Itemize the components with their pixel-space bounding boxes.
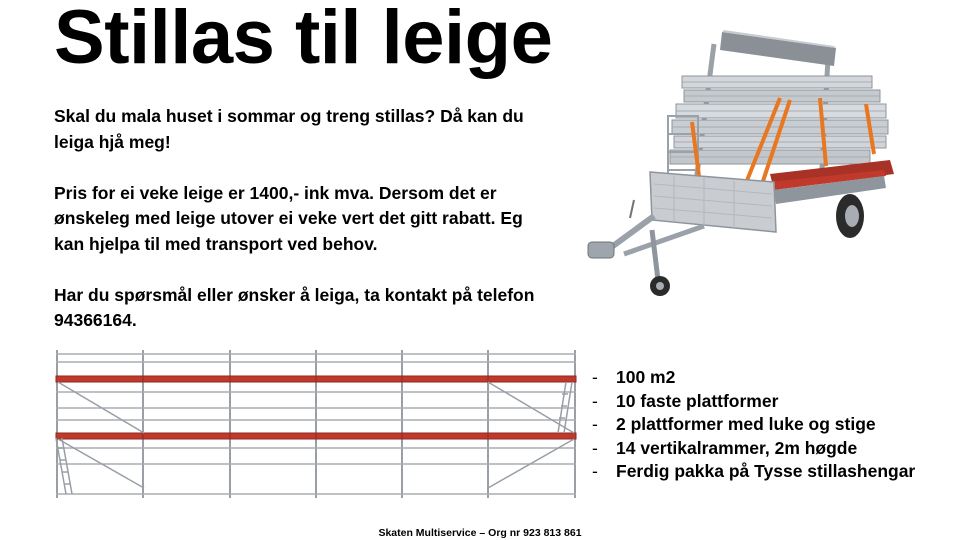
spec-item-area: 100 m2 (616, 367, 676, 387)
bullet-dash: - (592, 437, 598, 458)
list-item (592, 366, 915, 390)
spec-item-frames: 14 vertikalrammer, 2m høgde (616, 437, 858, 458)
spec-item-hatch-platforms: 2 plattformer med luke og stige (616, 414, 876, 434)
intro-paragraph: Skal du mala huset i sommar og treng stillas? Då kan du leiga hjå meg! (54, 106, 524, 152)
spec-list (592, 366, 915, 484)
bullet-dash: - (592, 390, 598, 411)
footer-org-info: Skaten Multiservice – Org nr 923 813 861 (378, 527, 582, 539)
spec-item-trailer: Ferdig pakka på Tysse stillashengar (616, 461, 916, 481)
bullet-dash: - (592, 414, 598, 434)
list-item (592, 437, 915, 461)
list-item (592, 413, 915, 437)
scaffold-frame-illustration (52, 348, 582, 502)
list-item (592, 390, 915, 414)
list-item (592, 460, 915, 484)
contact-paragraph: Har du spørsmål eller ønsker å leiga, ta kontakt på telefon 94366164. (54, 284, 535, 330)
bullet-dash: - (592, 461, 598, 481)
bullet-dash: - (592, 367, 598, 387)
spec-item-platforms: 10 faste plattformer (616, 390, 779, 411)
scaffold-trailer-photo (584, 4, 900, 304)
price-paragraph: Pris for ei veke leige er 1400,- ink mva. Dersom det er ønskeleg med leige utover ei veke vert det gitt rabatt. Eg kan hjelpa til med transport ved behov. (54, 182, 523, 254)
intro-text (54, 104, 554, 359)
page-title: Stillas til leige (54, 0, 553, 80)
